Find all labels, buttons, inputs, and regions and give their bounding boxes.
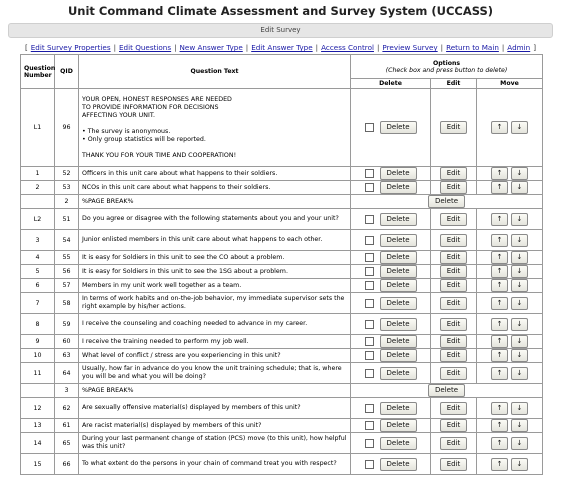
- nav-separator: |: [245, 43, 249, 52]
- app-title: Unit Command Climate Assessment and Survey System (UCCASS): [67, 4, 494, 18]
- move-cell: [477, 293, 543, 314]
- qid-cell: 53: [55, 181, 79, 195]
- qid-cell: 59: [55, 314, 79, 335]
- move-up-button[interactable]: ↑: [491, 318, 509, 331]
- header-question-number: Question Number: [21, 55, 55, 89]
- page-break-row: [21, 195, 543, 209]
- question-text-cell: Do you agree or disagree with the following statements about you and your unit?: [79, 209, 351, 230]
- nav-bracket-close: ]: [533, 43, 537, 52]
- edit-cell: [431, 230, 477, 251]
- move-cell: [477, 167, 543, 181]
- nav-link-edit-questions[interactable]: Edit Questions: [119, 43, 172, 52]
- edit-cell: [431, 433, 477, 454]
- question-row: [21, 419, 543, 433]
- question-text-cell: I receive the training needed to perform my job well.: [79, 335, 351, 349]
- delete-button[interactable]: Delete: [380, 265, 417, 278]
- delete-button[interactable]: Delete: [380, 297, 417, 310]
- move-cell: [477, 363, 543, 384]
- edit-button[interactable]: Edit: [440, 297, 468, 310]
- move-down-button[interactable]: ↓: [511, 265, 529, 278]
- question-row: [21, 251, 543, 265]
- nav-separator: |: [440, 43, 444, 52]
- move-up-button[interactable]: ↑: [491, 213, 509, 226]
- question-text-cell: %PAGE BREAK%: [79, 195, 351, 209]
- question-text-cell: I receive the counseling and coaching needed to advance in my career.: [79, 314, 351, 335]
- edit-cell: [431, 279, 477, 293]
- nav-link-access-control[interactable]: Access Control: [321, 43, 374, 52]
- move-cell: [477, 230, 543, 251]
- question-number-cell: 2: [21, 181, 55, 195]
- move-cell: [477, 181, 543, 195]
- delete-button[interactable]: Delete: [380, 367, 417, 380]
- edit-cell: [431, 181, 477, 195]
- delete-button[interactable]: Delete: [380, 213, 417, 226]
- question-text-cell: To what extent do the persons in your chain of command treat you with respect?: [79, 454, 351, 475]
- nav-separator: |: [113, 43, 117, 52]
- move-cell: [477, 454, 543, 475]
- move-up-button[interactable]: ↑: [491, 402, 509, 415]
- delete-button[interactable]: Delete: [380, 437, 417, 450]
- page-break-actions: [351, 195, 543, 209]
- delete-button[interactable]: Delete: [380, 234, 417, 247]
- delete-button[interactable]: Delete: [380, 335, 417, 348]
- question-row: [21, 181, 543, 195]
- delete-button[interactable]: Delete: [380, 349, 417, 362]
- move-cell: [477, 398, 543, 419]
- move-up-button[interactable]: ↑: [491, 349, 509, 362]
- question-number-cell: [21, 384, 55, 398]
- question-row: [21, 293, 543, 314]
- delete-checkbox[interactable]: [365, 337, 374, 346]
- question-text-cell: It is easy for Soldiers in this unit to see the 1SG about a problem.: [79, 265, 351, 279]
- header-delete: Delete: [351, 79, 431, 89]
- header-edit: Edit: [431, 79, 477, 89]
- edit-button[interactable]: Edit: [440, 251, 468, 264]
- move-down-button[interactable]: ↓: [511, 437, 529, 450]
- delete-cell: [351, 265, 431, 279]
- move-down-button[interactable]: ↓: [511, 458, 529, 471]
- move-up-button[interactable]: ↑: [491, 181, 509, 194]
- nav-link-preview-survey[interactable]: Preview Survey: [382, 43, 438, 52]
- move-up-button[interactable]: ↑: [491, 167, 509, 180]
- question-number-cell: 4: [21, 251, 55, 265]
- edit-button[interactable]: Edit: [440, 265, 468, 278]
- delete-cell: [351, 433, 431, 454]
- page-break-row: [21, 384, 543, 398]
- edit-button[interactable]: Edit: [440, 234, 468, 247]
- nav-bracket-open: [: [24, 43, 28, 52]
- question-text-cell: It is easy for Soldiers in this unit to see the CO about a problem.: [79, 251, 351, 265]
- question-row: [21, 314, 543, 335]
- question-number-cell: 10: [21, 349, 55, 363]
- edit-button[interactable]: Edit: [440, 349, 468, 362]
- nav-link-edit-survey-properties[interactable]: Edit Survey Properties: [30, 43, 111, 52]
- delete-cell: [351, 363, 431, 384]
- move-cell: [477, 89, 543, 167]
- nav-separator: |: [501, 43, 505, 52]
- question-number-cell: 9: [21, 335, 55, 349]
- delete-checkbox[interactable]: [365, 421, 374, 430]
- qid-cell: 2: [55, 195, 79, 209]
- move-up-button[interactable]: ↑: [491, 234, 509, 247]
- question-row: [21, 363, 543, 384]
- question-number-cell: 11: [21, 363, 55, 384]
- question-text-cell: During your last permanent change of station (PCS) move (to this unit), how helpful was this unit?: [79, 433, 351, 454]
- question-number-cell: 5: [21, 265, 55, 279]
- question-number-cell: 12: [21, 398, 55, 419]
- delete-cell: [351, 167, 431, 181]
- edit-cell: [431, 251, 477, 265]
- question-row: [21, 230, 543, 251]
- nav-link-admin[interactable]: Admin: [507, 43, 531, 52]
- delete-checkbox[interactable]: [365, 236, 374, 245]
- move-cell: [477, 314, 543, 335]
- header-question-text: Question Text: [79, 55, 351, 89]
- nav-link-return-to-main[interactable]: Return to Main: [446, 43, 499, 52]
- delete-cell: [351, 398, 431, 419]
- qid-cell: 56: [55, 265, 79, 279]
- delete-cell: [351, 251, 431, 265]
- question-number-cell: L1: [21, 89, 55, 167]
- move-down-button[interactable]: ↓: [511, 297, 529, 310]
- move-up-button[interactable]: ↑: [491, 251, 509, 264]
- move-down-button[interactable]: ↓: [511, 335, 529, 348]
- nav-separator: |: [376, 43, 380, 52]
- edit-button[interactable]: Edit: [440, 213, 468, 226]
- move-up-button[interactable]: ↑: [491, 335, 509, 348]
- delete-button[interactable]: Delete: [380, 458, 417, 471]
- move-cell: [477, 433, 543, 454]
- delete-cell: [351, 181, 431, 195]
- question-row: [21, 335, 543, 349]
- question-text-cell: YOUR OPEN, HONEST RESPONSES ARE NEEDED TO PROVIDE INFORMATION FOR DECISIONS AFFECTING YOUR UNIT. • The survey is anonymous. • Only group statistics will be reported. THANK YOU FOR YOUR TIME AND COOPERATION!: [79, 89, 351, 167]
- qid-cell: 61: [55, 419, 79, 433]
- question-text-cell: Are racist material(s) displayed by members of this unit?: [79, 419, 351, 433]
- qid-cell: 65: [55, 433, 79, 454]
- edit-cell: [431, 349, 477, 363]
- move-up-button[interactable]: ↑: [491, 458, 509, 471]
- move-up-button[interactable]: ↑: [491, 121, 509, 134]
- question-text-cell: In terms of work habits and on-the-job behavior, my immediate supervisor sets the right example by his/her actions.: [79, 293, 351, 314]
- header-options: [351, 55, 543, 79]
- move-up-button[interactable]: ↑: [491, 279, 509, 292]
- delete-checkbox[interactable]: [365, 169, 374, 178]
- move-down-button[interactable]: ↓: [511, 213, 529, 226]
- question-text-cell: Are sexually offensive material(s) displayed by members of this unit?: [79, 398, 351, 419]
- delete-cell: [351, 419, 431, 433]
- move-cell: [477, 335, 543, 349]
- nav-link-edit-answer-type[interactable]: Edit Answer Type: [251, 43, 313, 52]
- qid-cell: 52: [55, 167, 79, 181]
- move-up-button[interactable]: ↑: [491, 265, 509, 278]
- delete-cell: [351, 349, 431, 363]
- nav-link-new-answer-type[interactable]: New Answer Type: [179, 43, 243, 52]
- edit-cell: [431, 335, 477, 349]
- delete-page-break-button[interactable]: Delete: [428, 384, 465, 397]
- move-up-button[interactable]: ↑: [491, 367, 509, 380]
- question-text-cell: Usually, how far in advance do you know the unit training schedule; that is, where you will be and what you will be doing?: [79, 363, 351, 384]
- edit-cell: [431, 363, 477, 384]
- qid-cell: 64: [55, 363, 79, 384]
- delete-checkbox[interactable]: [365, 351, 374, 360]
- delete-checkbox[interactable]: [365, 183, 374, 192]
- edit-cell: [431, 314, 477, 335]
- move-down-button[interactable]: ↓: [511, 367, 529, 380]
- question-row: [21, 349, 543, 363]
- delete-checkbox[interactable]: [365, 439, 374, 448]
- header-qid: QID: [55, 55, 79, 89]
- delete-button[interactable]: Delete: [380, 251, 417, 264]
- delete-cell: [351, 279, 431, 293]
- move-cell: [477, 209, 543, 230]
- qid-cell: 58: [55, 293, 79, 314]
- delete-checkbox[interactable]: [365, 267, 374, 276]
- edit-cell: [431, 293, 477, 314]
- delete-cell: [351, 293, 431, 314]
- question-number-cell: 1: [21, 167, 55, 181]
- page-break-actions: [351, 384, 543, 398]
- qid-cell: 60: [55, 335, 79, 349]
- header-options-hint: (Check box and press button to delete): [385, 66, 508, 74]
- move-cell: [477, 251, 543, 265]
- question-number-cell: 8: [21, 314, 55, 335]
- edit-button[interactable]: Edit: [440, 402, 468, 415]
- question-number-cell: 6: [21, 279, 55, 293]
- move-down-button[interactable]: ↓: [511, 251, 529, 264]
- edit-button[interactable]: Edit: [440, 318, 468, 331]
- move-down-button[interactable]: ↓: [511, 402, 529, 415]
- question-text-cell: Officers in this unit care about what happens to their soldiers.: [79, 167, 351, 181]
- qid-cell: 62: [55, 398, 79, 419]
- question-text-cell: What level of conflict / stress are you experiencing in this unit?: [79, 349, 351, 363]
- question-number-cell: L2: [21, 209, 55, 230]
- edit-button[interactable]: Edit: [440, 458, 468, 471]
- question-row: [21, 209, 543, 230]
- edit-button[interactable]: Edit: [440, 437, 468, 450]
- question-number-cell: [21, 195, 55, 209]
- delete-button[interactable]: Delete: [380, 402, 417, 415]
- move-up-button[interactable]: ↑: [491, 297, 509, 310]
- delete-checkbox[interactable]: [365, 460, 374, 469]
- delete-cell: [351, 89, 431, 167]
- delete-cell: [351, 230, 431, 251]
- move-up-button[interactable]: ↑: [491, 419, 509, 432]
- move-down-button[interactable]: ↓: [511, 167, 529, 180]
- edit-button[interactable]: Edit: [440, 121, 468, 134]
- nav-separator: |: [174, 43, 177, 52]
- edit-button[interactable]: Edit: [440, 419, 468, 432]
- qid-cell: 96: [55, 89, 79, 167]
- edit-cell: [431, 167, 477, 181]
- delete-checkbox[interactable]: [365, 215, 374, 224]
- nav-separator: |: [315, 43, 319, 52]
- move-down-button[interactable]: ↓: [511, 121, 529, 134]
- header-options-label: Options: [432, 59, 461, 67]
- questions-table: [20, 54, 543, 475]
- delete-cell: [351, 335, 431, 349]
- question-row: [21, 89, 543, 167]
- edit-button[interactable]: Edit: [440, 367, 468, 380]
- question-number-cell: 7: [21, 293, 55, 314]
- move-cell: [477, 419, 543, 433]
- delete-button[interactable]: Delete: [380, 419, 417, 432]
- question-number-cell: 13: [21, 419, 55, 433]
- move-down-button[interactable]: ↓: [511, 279, 529, 292]
- delete-checkbox[interactable]: [365, 369, 374, 378]
- move-down-button[interactable]: ↓: [511, 349, 529, 362]
- edit-cell: [431, 209, 477, 230]
- header-move: Move: [477, 79, 543, 89]
- delete-cell: [351, 454, 431, 475]
- question-number-cell: 3: [21, 230, 55, 251]
- delete-checkbox[interactable]: [365, 253, 374, 262]
- delete-page-break-button[interactable]: Delete: [428, 195, 465, 208]
- move-down-button[interactable]: ↓: [511, 234, 529, 247]
- delete-checkbox[interactable]: [365, 320, 374, 329]
- page-subtitle-bar: Edit Survey: [8, 23, 553, 38]
- move-down-button[interactable]: ↓: [511, 318, 529, 331]
- delete-button[interactable]: Delete: [380, 181, 417, 194]
- edit-cell: [431, 398, 477, 419]
- delete-cell: [351, 314, 431, 335]
- edit-cell: [431, 454, 477, 475]
- delete-checkbox[interactable]: [365, 299, 374, 308]
- edit-button[interactable]: Edit: [440, 181, 468, 194]
- edit-cell: [431, 89, 477, 167]
- edit-button[interactable]: Edit: [440, 167, 468, 180]
- delete-button[interactable]: Delete: [380, 318, 417, 331]
- nav-bar: [0, 42, 561, 53]
- qid-cell: 3: [55, 384, 79, 398]
- edit-cell: [431, 265, 477, 279]
- delete-cell: [351, 209, 431, 230]
- qid-cell: 63: [55, 349, 79, 363]
- edit-button[interactable]: Edit: [440, 279, 468, 292]
- move-cell: [477, 265, 543, 279]
- delete-checkbox[interactable]: [365, 281, 374, 290]
- question-row: [21, 454, 543, 475]
- edit-button[interactable]: Edit: [440, 335, 468, 348]
- question-row: [21, 279, 543, 293]
- question-text-cell: %PAGE BREAK%: [79, 384, 351, 398]
- question-number-cell: 14: [21, 433, 55, 454]
- qid-cell: 66: [55, 454, 79, 475]
- move-cell: [477, 349, 543, 363]
- move-cell: [477, 279, 543, 293]
- qid-cell: 54: [55, 230, 79, 251]
- question-row: [21, 433, 543, 454]
- question-text-cell: Members in my unit work well together as a team.: [79, 279, 351, 293]
- move-up-button[interactable]: ↑: [491, 437, 509, 450]
- delete-button[interactable]: Delete: [380, 279, 417, 292]
- move-down-button[interactable]: ↓: [511, 181, 529, 194]
- qid-cell: 51: [55, 209, 79, 230]
- question-number-cell: 15: [21, 454, 55, 475]
- move-down-button[interactable]: ↓: [511, 419, 529, 432]
- edit-cell: [431, 419, 477, 433]
- question-row: [21, 398, 543, 419]
- question-row: [21, 265, 543, 279]
- question-text-cell: NCOs in this unit care about what happens to their soldiers.: [79, 181, 351, 195]
- qid-cell: 55: [55, 251, 79, 265]
- delete-checkbox[interactable]: [365, 123, 374, 132]
- delete-button[interactable]: Delete: [380, 121, 417, 134]
- question-text-cell: Junior enlisted members in this unit care about what happens to each other.: [79, 230, 351, 251]
- qid-cell: 57: [55, 279, 79, 293]
- delete-button[interactable]: Delete: [380, 167, 417, 180]
- delete-checkbox[interactable]: [365, 404, 374, 413]
- question-row: [21, 167, 543, 181]
